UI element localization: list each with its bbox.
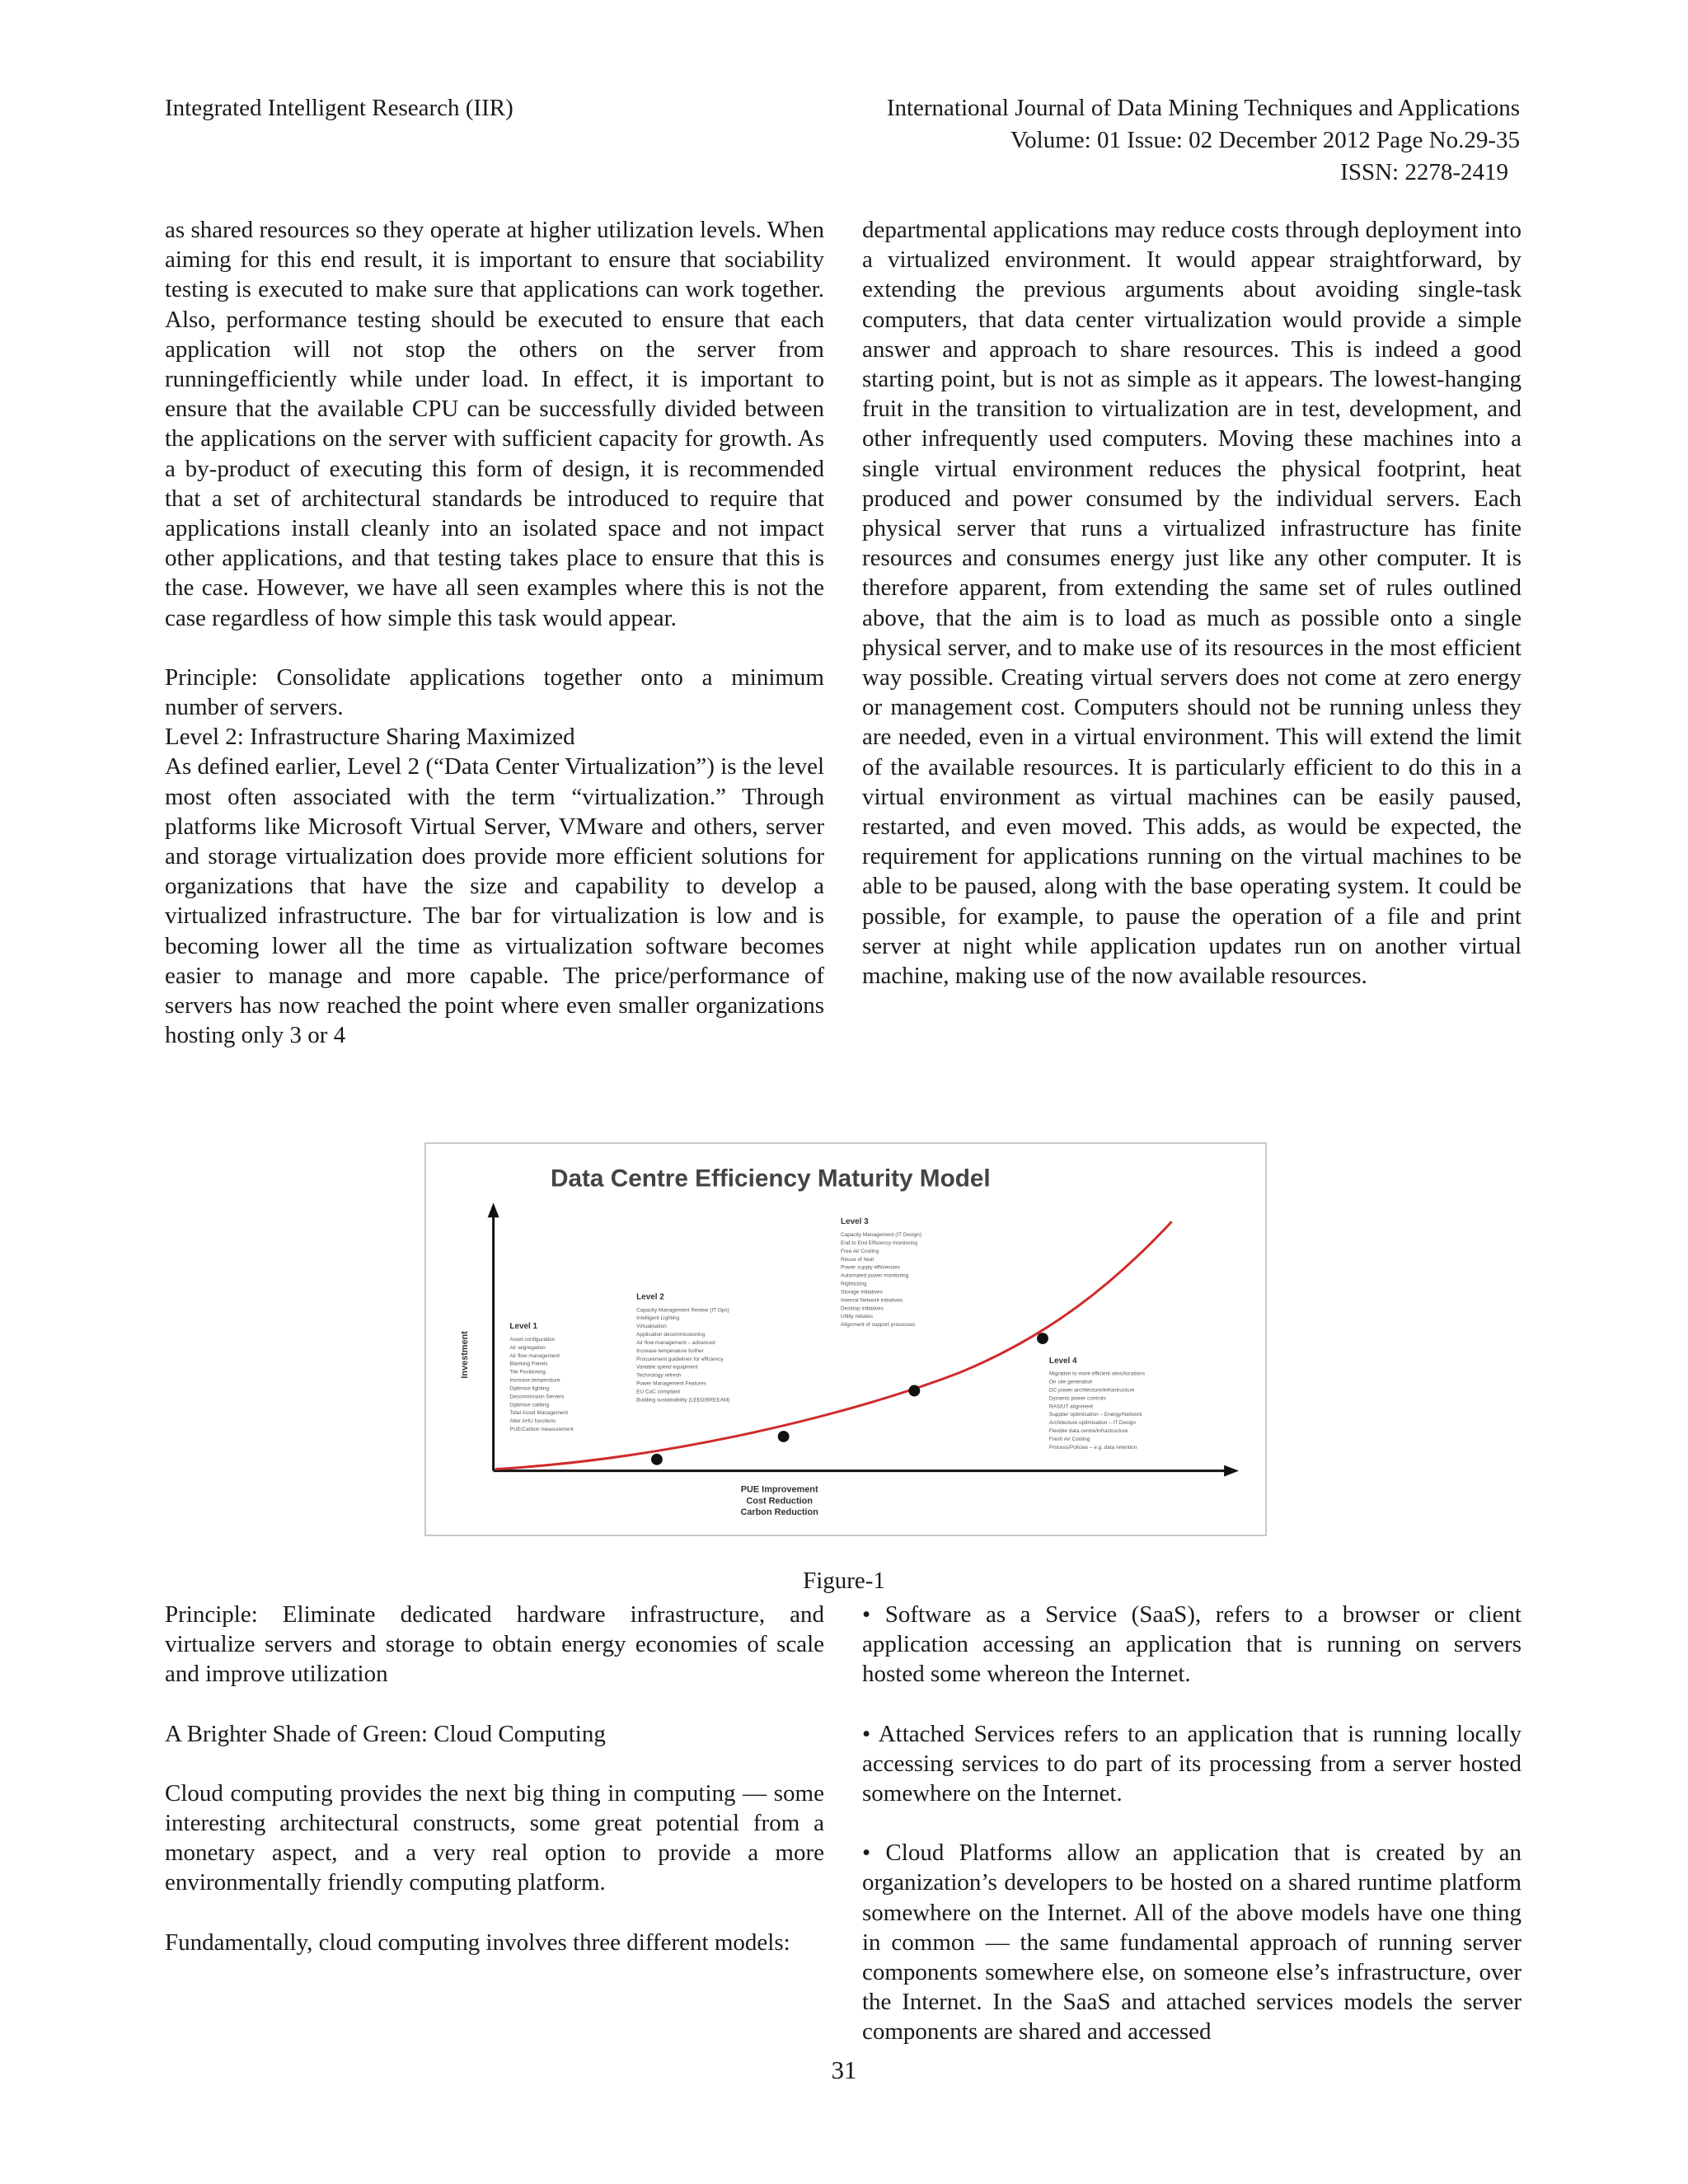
level-item: Technology refresh <box>636 1372 682 1379</box>
level-label: Level 2 <box>636 1292 664 1302</box>
level-item: Architecture optimisation – IT Design <box>1048 1420 1136 1427</box>
left-column-top <box>165 215 824 1050</box>
paragraph: as shared resources so they operate at higher utilization levels. When aiming for this end result, it is important to ensure that sociability testing is executed to make sure that applications can work together. Also, performance testing should be executed to ensure that each application will not stop the others on the server from runningefficiently while under load. In effect, it is important to ensure that the available CPU can be successfully divided between the applications on the server with sufficient capacity for growth. As a by-product of executing this form of design, it is recommended that a set of architectural standards be introduced to require that applications install cleanly into an isolated space and not impact other applications, and that testing takes place to ensure that this is the case. However, we have all seen examples where this is not the case regardless of how simple this task would appear. <box>165 217 824 631</box>
page-number: 31 <box>831 2055 857 2084</box>
y-axis-arrow <box>488 1202 499 1217</box>
level-item: Rightsizing <box>841 1281 867 1287</box>
level-item: Internal Network initiatives <box>841 1297 903 1304</box>
x-axis-label: PUE Improvement <box>740 1484 818 1495</box>
level-2-block <box>636 1292 729 1403</box>
bullet-paragraph: • Attached Services refers to an application that is running locally accessing services to do part of its processing from a server hosted somewhere on the Internet. <box>862 1720 1522 1807</box>
level-item: Power supply efficiencies <box>841 1264 901 1271</box>
journal-title: International Journal of Data Mining Techniques and Applications <box>886 95 1520 121</box>
level-item: Desktop initiatives <box>841 1305 884 1312</box>
paragraph: Fundamentally, cloud computing involves three different models: <box>165 1929 790 1956</box>
level-item: Total Asset Management <box>509 1410 568 1417</box>
level-item: Alignment of support processes <box>841 1322 916 1329</box>
issn: ISSN: 2278-2419 <box>1340 159 1508 185</box>
level-item: Power Management Features <box>636 1380 706 1387</box>
level-item: Utility rebates <box>841 1314 874 1320</box>
level-label: Level 1 <box>509 1322 538 1332</box>
level-item: Process/Policies – e.g. data retention <box>1048 1444 1137 1451</box>
level-item: Migration to more efficient sites/locations <box>1048 1371 1146 1377</box>
level-item: Increase temperature <box>509 1377 560 1384</box>
level-item: Variable speed equipment <box>636 1364 698 1371</box>
principle-paragraph: Principle: Eliminate dedicated hardware infrastructure, and virtualize servers and storage to obtain energy economies of scale and improve utilization <box>165 1601 824 1688</box>
x-axis-arrow <box>1224 1465 1239 1477</box>
level-item: Air flow management – advanced <box>636 1339 715 1346</box>
paragraph: departmental applications may reduce costs through deployment into a virtualized environment. It would appear straightforward, by extending the previous arguments about avoiding single-task computers, that data center virtualization would provide a simple answer and approach to share resources. This is indeed a good starting point, but is not as simple as it appears. The lowest-hanging fruit in the transition to virtualization are in test, development, and other infrequently used computers. Moving these machines into a single virtual environment reduces the physical footprint, heat produced and power consumed by the individual servers. Each physical server that runs a virtualized infrastructure has finite resources and consumes energy just like any other computer. It is therefore apparent, from extending the same set of rules outlined above, that the aim is to load as much as possible onto a single physical server, and to make use of its resources in the most efficient way possible. Creating virtual servers does not come at zero energy or management cost. Computers should not be running unless they are needed, even in a virtual environment. This will extend the limit of the available resources. It is particularly efficient to do this in a virtual environment as virtual machines can be easily paused, restarted, and even moved. This adds, as would be expected, the requirement for applications running on the virtual machines to be able to be paused, along with the base operating system. It could be possible, for example, to pause the operation of a file and print server at night while application updates run on another virtual machine, making use of the now available resources. <box>862 217 1522 990</box>
level-item: End to End Efficiency monitoring <box>841 1240 917 1246</box>
section-heading: Level 2: Infrastructure Sharing Maximized <box>165 724 575 751</box>
figure-caption: Figure-1 <box>803 1568 885 1594</box>
level-item: Tile Positioning <box>509 1369 546 1376</box>
level-item: Air segregation <box>509 1344 546 1351</box>
level-item: Capacity Management Review (IT Ops) <box>636 1307 729 1314</box>
level-item: Air flow management <box>509 1352 560 1359</box>
level-marker <box>908 1385 920 1397</box>
figure-maturity-model <box>424 1142 1267 1536</box>
level-item: Capacity Management (IT Design) <box>841 1232 921 1239</box>
principle-paragraph: Principle: Consolidate applications together onto a minimum number of servers. <box>165 663 824 721</box>
x-axis-label: Carbon Reduction <box>740 1507 818 1518</box>
y-axis-label: Investment <box>459 1331 470 1379</box>
level-item: Supplier optimisation – Energy/Network <box>1048 1412 1142 1418</box>
level-marker <box>1037 1333 1048 1344</box>
level-label: Level 3 <box>841 1217 869 1227</box>
level-1-block <box>509 1322 573 1432</box>
level-item: DC power architecture/infrastructure <box>1048 1387 1135 1394</box>
level-item: Increase temperature further <box>636 1347 704 1354</box>
level-item: Optimise cabling <box>509 1402 550 1408</box>
level-item: Fresh Air Cooling <box>1048 1436 1090 1442</box>
level-item: Reuse of heat <box>841 1256 874 1263</box>
bullet-paragraph: • Cloud Platforms allow an application that is created by an organization’s developers to be hosted on a shared runtime platform somewhere on the Internet. All of the above models have one thing in common — the same fundamental approach of running server components somewhere else, on someone else’s infrastructure, over the Internet. In the SaaS and attached services models the server components are shared and accessed <box>862 1840 1522 2046</box>
level-item: Asset configuration <box>509 1336 556 1343</box>
level-item: EU CoC compliant <box>636 1389 681 1395</box>
x-axis-label: Cost Reduction <box>746 1496 813 1507</box>
level-marker <box>778 1431 790 1442</box>
level-item: Intelligent Lighting <box>636 1315 680 1322</box>
level-item: Procurement guidelines for efficiency <box>636 1356 724 1362</box>
level-item: Automated power monitoring <box>841 1272 909 1279</box>
level-item: Optimise lighting <box>509 1385 550 1392</box>
right-column-top <box>862 215 1522 991</box>
level-marker <box>651 1454 663 1465</box>
right-column-bottom <box>862 1600 1522 2047</box>
level-item: Flexible data centre/infrastructure <box>1048 1428 1128 1435</box>
level-item: Virtualisation <box>636 1324 667 1330</box>
figure-diagram <box>426 1144 1265 1535</box>
running-header-right <box>696 92 1520 189</box>
level-item: On site generation <box>1048 1379 1093 1385</box>
bullet-paragraph: • Software as a Service (SaaS), refers to a browser or client application accessing an application that is running on servers hosted some whereon the Internet. <box>862 1601 1522 1688</box>
level-item: Decommission Servers <box>509 1394 565 1400</box>
level-item: Application decommissioning <box>636 1332 706 1338</box>
level-item: Blanking Panels <box>509 1361 548 1367</box>
level-item: Storage initiatives <box>841 1289 883 1296</box>
running-header-left: Integrated Intelligent Research (IIR) <box>165 95 513 121</box>
level-item: RAS/UT alignment <box>1048 1404 1094 1410</box>
level-3-block <box>841 1217 921 1328</box>
volume-info: Volume: 01 Issue: 02 December 2012 Page No.29-35 <box>1010 127 1520 153</box>
left-column-bottom <box>165 1600 824 1957</box>
level-4-block <box>1049 1357 1145 1451</box>
paragraph: Cloud computing provides the next big thing in computing — some interesting architectural constructs, some great potential from a monetary aspect, and a very real option to provide a more environmentally friendly computing platform. <box>165 1779 824 1896</box>
level-item: Building sustainability (LEED/BREEAM) <box>636 1397 730 1404</box>
figure-title: Data Centre Efficiency Maturity Model <box>551 1165 991 1193</box>
level-label: Level 4 <box>1048 1356 1077 1366</box>
section-heading: A Brighter Shade of Green: Cloud Computing <box>165 1720 606 1747</box>
level-item: PUE/Carbon measurement <box>509 1427 574 1433</box>
level-item: Dynamic power controls <box>1048 1395 1106 1402</box>
paragraph: As defined earlier, Level 2 (“Data Center Virtualization”) is the level most often associated with the term “virtualization.” Through platforms like Microsoft Virtual Server, VMware and others, server and storage virtualization does provide more efficient solutions for organizations that have the size and capability to develop a virtualized infrastructure. The bar for virtualization is low and is becoming lower all the time as virtualization software becomes easier to manage and more capable. The price/performance of servers has now reached the point where even smaller organizations hosting only 3 or 4 <box>165 753 824 1049</box>
level-item: Alter AHU functions <box>509 1418 556 1425</box>
level-item: Free Air Cooling <box>841 1248 879 1254</box>
